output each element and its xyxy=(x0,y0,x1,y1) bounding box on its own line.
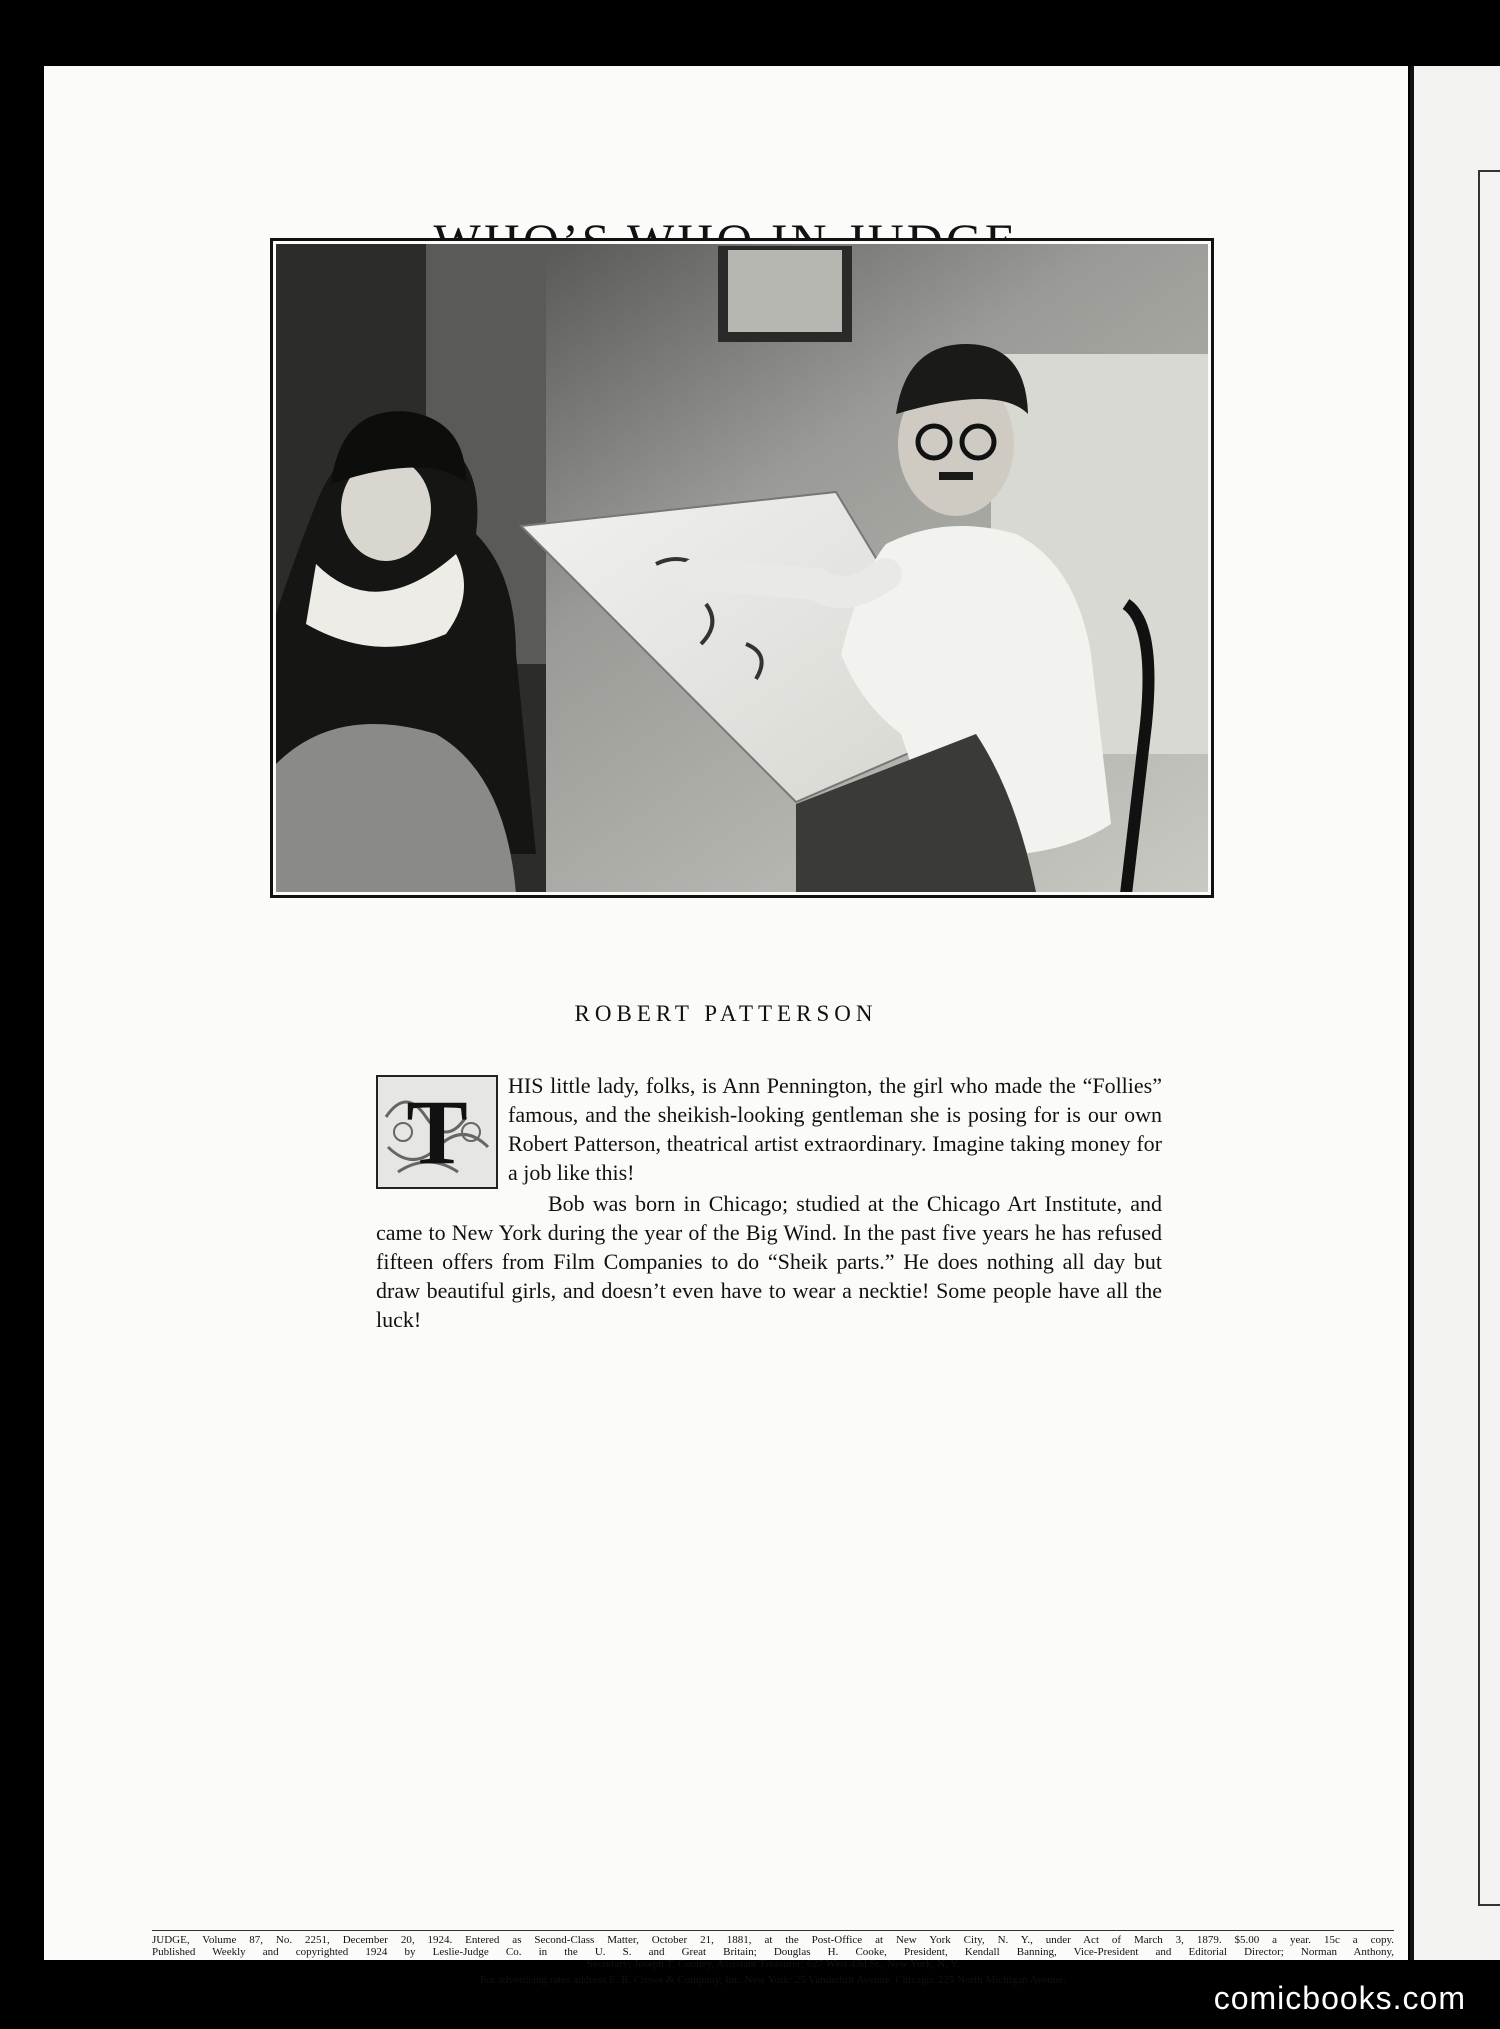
photo-caption: ROBERT PATTERSON xyxy=(574,1001,878,1026)
man-arm xyxy=(696,574,886,592)
notice-line-3: Secretary; Joseph T. Cooney, Assistant Treasurer; 627 West 43d St., New York, N. Y. xyxy=(586,1958,960,1970)
facing-page-edge xyxy=(1410,66,1500,1960)
facing-page-border xyxy=(1478,170,1500,1906)
paragraph-2: Bob was born in Chicago; studied at the Chicago Art Institute, and came to New York during the year of the Big Wind. In the past five years he has refused fifteen offers from Film Companies to do “Sheik parts.” He does nothing all day but draw beautiful girls, and doesn’t even have to wear a necktie! Some people have all the luck! xyxy=(376,1191,1162,1332)
mustache xyxy=(939,472,973,480)
photo-frame xyxy=(270,238,1214,898)
magazine-page xyxy=(44,66,1408,1986)
framed-picture-inner xyxy=(728,250,842,332)
footer-rule xyxy=(152,1930,1394,1931)
drop-cap-letter: T xyxy=(406,1081,468,1183)
photograph xyxy=(276,244,1208,892)
article-body xyxy=(376,1071,1162,1334)
publication-notice xyxy=(152,1934,1394,1986)
site-watermark: comicbooks.com xyxy=(1213,1980,1466,2016)
paragraph-1: HIS little lady, folks, is Ann Pennington, the girl who made the “Follies” famous, and the sheikish-looking gentleman she is posing for is our own Robert Patterson, theatrical artist extraordinary. Imagine taking money for a job like this! xyxy=(508,1073,1162,1185)
ornamental-drop-cap xyxy=(376,1075,498,1189)
advertising-notice: For advertising rates address E. R. Crowe & Company, Inc. New York: 25 Vanderbilt Avenue. Chicago: 225 North Michigan Avenue. xyxy=(480,1974,1066,1986)
notice-line-2: Published Weekly and copyrighted 1924 by Leslie-Judge Co. in the U. S. and Great Britain; Douglas H. Cooke, President, Kendall Banning, Vice-President and Editorial Director; Norman Anthony, xyxy=(152,1946,1394,1958)
notice-line-1: JUDGE, Volume 87, No. 2251, December 20, 1924. Entered as Second-Class Matter, October 21, 1881, at the Post-Office at New York City, N. Y., under Act of March 3, 1879. $5.00 a year. 15c a copy. xyxy=(152,1934,1394,1946)
